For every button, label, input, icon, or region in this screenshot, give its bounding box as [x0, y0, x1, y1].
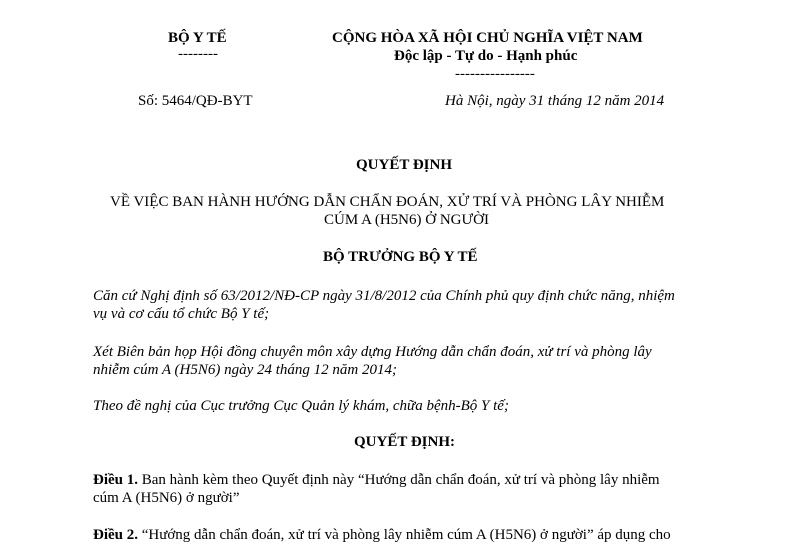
place-and-date: Hà Nội, ngày 31 tháng 12 năm 2014 — [445, 93, 665, 109]
legal-basis-1-line-1: Căn cứ Nghị định số 63/2012/NĐ-CP ngày 31/8/2012 của Chính phủ quy định chức năng, nhiệm — [93, 288, 675, 304]
legal-basis-3: Theo đề nghị của Cục trưởng Cục Quản lý khám, chữa bệnh-Bộ Y tế; — [93, 398, 509, 414]
national-motto: Độc lập - Tự do - Hạnh phúc — [394, 48, 578, 64]
legal-basis-2-line-2: nhiễm cúm A (H5N6) ngày 24 tháng 12 năm 2014; — [93, 362, 397, 378]
issuing-authority: BỘ TRƯỞNG BỘ Y TẾ — [323, 249, 478, 265]
article-1-text: Ban hành kèm theo Quyết định này “Hướng dẫn chẩn đoán, xử trí và phòng lây nhiễm — [138, 472, 660, 488]
motto-separator: ---------------- — [455, 66, 535, 82]
decision-subject-line-2: CÚM A (H5N6) Ở NGƯỜI — [324, 212, 489, 228]
country-name: CỘNG HÒA XÃ HỘI CHỦ NGHĨA VIỆT NAM — [332, 30, 643, 46]
legal-basis-2-line-1: Xét Biên bản họp Hội đồng chuyên môn xây dựng Hướng dẫn chẩn đoán, xử trí và phòng lây — [93, 344, 652, 360]
article-2-label: Điều 2. — [93, 527, 138, 543]
ministry-name: BỘ Y TẾ — [168, 30, 227, 46]
article-1-line-1 — [93, 471, 660, 489]
decision-subject-line-1: VỀ VIỆC BAN HÀNH HƯỚNG DẪN CHẨN ĐOÁN, XỬ TRÍ VÀ PHÒNG LÂY NHIỄM — [110, 194, 665, 210]
decides-heading: QUYẾT ĐỊNH: — [354, 434, 455, 450]
article-1-label: Điều 1. — [93, 472, 138, 488]
article-2-text: “Hướng dẫn chẩn đoán, xử trí và phòng lây nhiễm cúm A (H5N6) ở người” áp dụng cho — [138, 527, 671, 543]
ministry-separator: -------- — [178, 46, 218, 62]
decision-title: QUYẾT ĐỊNH — [356, 157, 452, 173]
article-1-line-2: cúm A (H5N6) ở người” — [93, 490, 240, 506]
legal-basis-1-line-2: vụ và cơ cấu tổ chức Bộ Y tế; — [93, 306, 270, 322]
article-2-line-1 — [93, 526, 671, 544]
document-number: Số: 5464/QĐ-BYT — [138, 93, 253, 109]
